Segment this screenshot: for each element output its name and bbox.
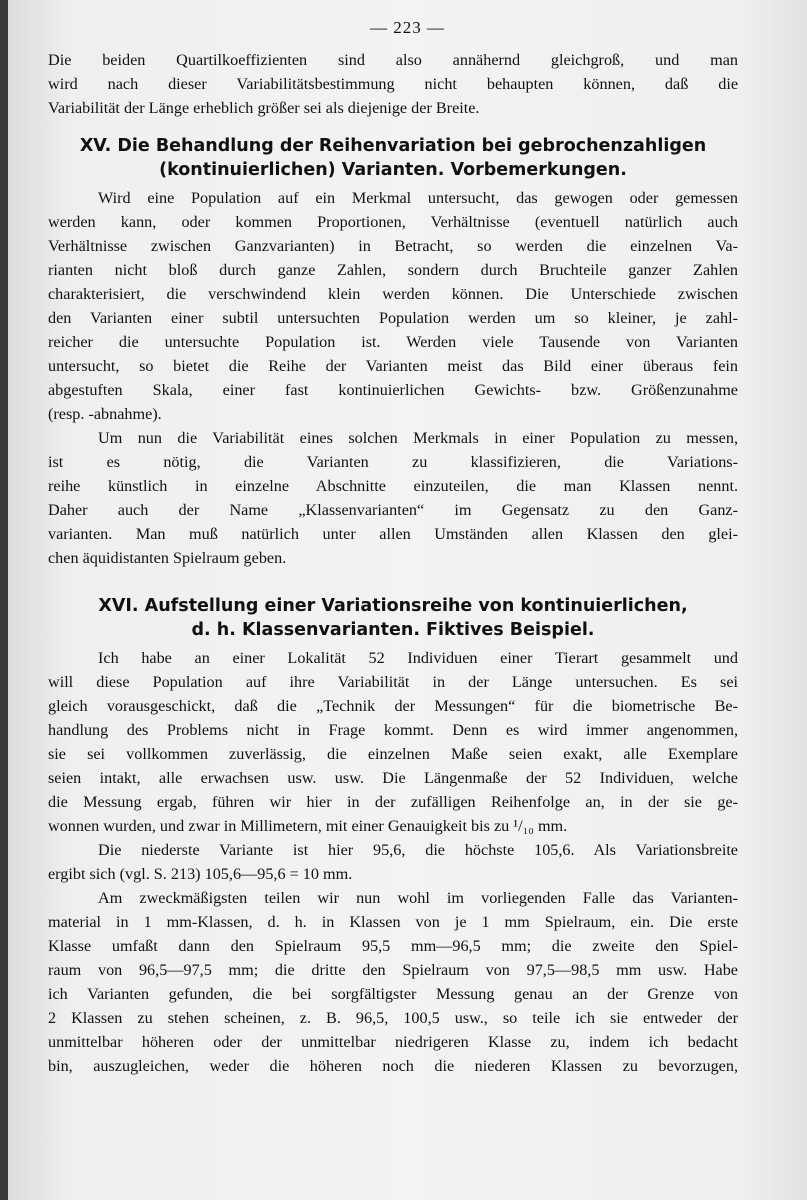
section-heading-xvi	[48, 594, 738, 642]
text-line: untersucht, so bietet die Reihe der Varianten meist das Bild einer überaus fein	[48, 357, 738, 375]
section-xv-paragraph-1	[48, 186, 738, 426]
text-line: Variabilität der Länge erheblich größer sei als diejenige der Breite.	[48, 99, 480, 117]
text-line: (resp. -abnahme).	[48, 405, 162, 423]
text-line: will diese Population auf ihre Variabilität in der Länge untersuchen. Es sei	[48, 673, 738, 691]
heading-line: XVI. Aufstellung einer Variationsreihe von kontinuierlichen,	[98, 596, 688, 616]
text-line: Klasse umfaßt dann den Spielraum 95,5 mm—96,5 mm; die zweite den Spiel-	[48, 937, 738, 955]
heading-line: (kontinuierlichen) Varianten. Vorbemerkungen.	[159, 160, 627, 180]
text-line: varianten. Man muß natürlich unter allen Umständen allen Klassen den glei-	[48, 525, 738, 543]
text-line: sie sei vollkommen zuverlässig, die einzelnen Maße seien exakt, alle Exemplare	[48, 745, 738, 763]
text-line: charakterisiert, die verschwindend klein werden können. Die Unterschiede zwischen	[48, 285, 738, 303]
text-line: Die niederste Variante ist hier 95,6, die höchste 105,6. Als Variationsbreite	[98, 841, 738, 859]
section-xvi-paragraph-2	[48, 838, 738, 886]
text-line: handlung des Problems nicht in Frage kommt. Denn es wird immer angenommen,	[48, 721, 738, 739]
text-line: Die beiden Quartilkoeffizienten sind also annähernd gleichgroß, und man	[48, 51, 738, 69]
text-line: Ich habe an einer Lokalität 52 Individuen einer Tierart gesammelt und	[98, 649, 738, 667]
heading-line: d. h. Klassenvarianten. Fiktives Beispiel.	[191, 620, 595, 640]
text-line: reihe künstlich in einzelne Abschnitte einzuteilen, die man Klassen nennt.	[48, 477, 738, 495]
book-page	[8, 0, 807, 1200]
text-line: Am zweckmäßigsten teilen wir nun wohl im vorliegenden Falle das Varianten-	[98, 889, 738, 907]
text-line: den Varianten einer subtil untersuchten Population werden um so kleiner, je zahl-	[48, 309, 738, 327]
text-line: Wird eine Population auf ein Merkmal untersucht, das gewogen oder gemessen	[98, 189, 738, 207]
text-line: 2 Klassen zu stehen scheinen, z. B. 96,5, 100,5 usw., so teile ich sie entweder der	[48, 1009, 738, 1027]
text-line: werden kann, oder kommen Proportionen, Verhältnisse (eventuell natürlich auch	[48, 213, 738, 231]
text-line: raum von 96,5—97,5 mm; die dritte den Spielraum von 97,5—98,5 mm usw. Habe	[48, 961, 738, 979]
text-line: Daher auch der Name „Klassenvarianten“ im Gegensatz zu den Ganz-	[48, 501, 738, 519]
text-line: gleich vorausgeschickt, daß die „Technik der Messungen“ für die biometrische Be-	[48, 697, 738, 715]
section-xv-paragraph-2	[48, 426, 738, 570]
text-line: abgestuften Skala, einer fast kontinuierlichen Gewichts- bzw. Größenzunahme	[48, 381, 738, 399]
text-line: reicher die untersuchte Population ist. Werden viele Tausende von Varianten	[48, 333, 738, 351]
text-line: wonnen wurden, und zwar in Millimetern, mit einer Genauigkeit bis zu ¹/₁₀ mm.	[48, 817, 568, 835]
text-line: Um nun die Variabilität eines solchen Merkmals in einer Population zu messen,	[98, 429, 738, 447]
section-heading-xv	[48, 134, 738, 182]
text-line: seien intakt, alle erwachsen usw. usw. Die Längenmaße der 52 Individuen, welche	[48, 769, 738, 787]
text-line: wird nach dieser Variabilitätsbestimmung nicht behaupten können, daß die	[48, 75, 738, 93]
text-line: ergibt sich (vgl. S. 213) 105,6—95,6 = 10 mm.	[48, 865, 353, 883]
text-line: bin, auszugleichen, weder die höheren noch die niederen Klassen zu bevorzugen,	[48, 1057, 738, 1075]
text-line: die Messung ergab, führen wir hier in der zufälligen Reihenfolge an, in der sie ge-	[48, 793, 738, 811]
heading-line: XV. Die Behandlung der Reihenvariation bei gebrochenzahligen	[79, 136, 707, 156]
text-line: unmittelbar höheren oder der unmittelbar niedrigeren Klasse zu, indem ich bedacht	[48, 1033, 738, 1051]
text-line: Verhältnisse zwischen Ganzvarianten) in Betracht, so werden die einzelnen Va-	[48, 237, 738, 255]
page-content	[48, 48, 738, 1078]
text-line: ich Varianten gefunden, die bei sorgfältigster Messung genau an der Grenze von	[48, 985, 738, 1003]
section-xvi-paragraph-1	[48, 646, 738, 838]
text-line: material in 1 mm-Klassen, d. h. in Klassen von je 1 mm Spielraum, ein. Die erste	[48, 913, 738, 931]
section-xvi-paragraph-3	[48, 886, 738, 1078]
text-line: ist es nötig, die Varianten zu klassifizieren, die Variations-	[48, 453, 738, 471]
text-line: chen äquidistanten Spielraum geben.	[48, 549, 287, 567]
page-number: — 223 —	[370, 18, 445, 37]
text-line: rianten nicht bloß durch ganze Zahlen, sondern durch Bruchteile ganzer Zahlen	[48, 261, 738, 279]
intro-paragraph	[48, 48, 738, 120]
